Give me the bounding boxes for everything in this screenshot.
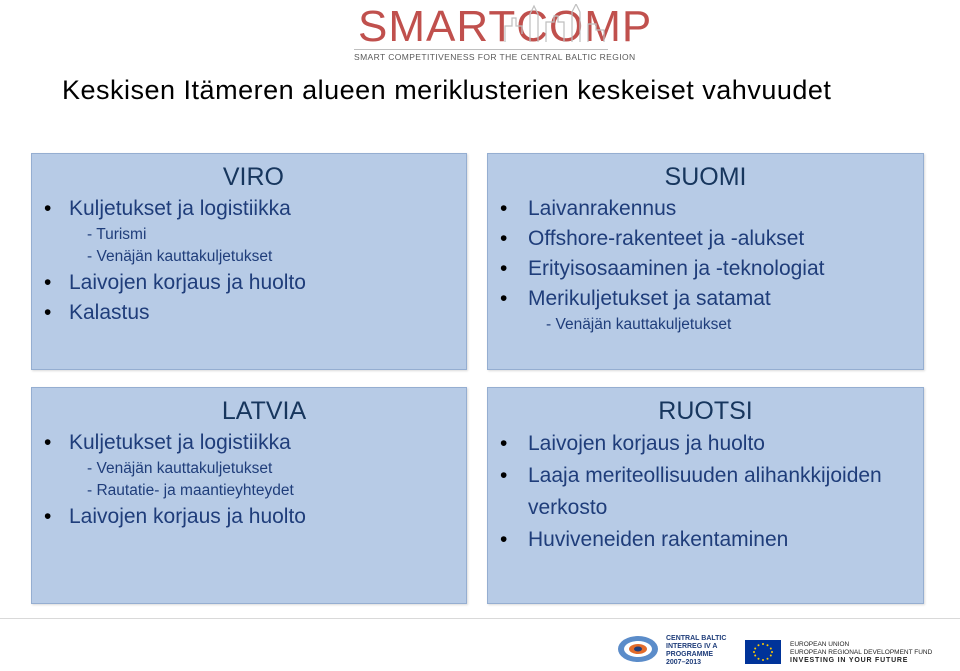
list-item: • Offshore-rakenteet ja -alukset <box>488 224 923 254</box>
eu-line: EUROPEAN REGIONAL DEVELOPMENT FUND <box>790 649 933 656</box>
list-subitem: - Venäjän kauttakuljetukset <box>546 316 732 333</box>
logo-text: SMARTCOMP <box>358 2 653 51</box>
central-baltic-logo-icon <box>616 630 666 668</box>
smartcomp-logo <box>350 2 653 64</box>
central-baltic-text <box>666 635 736 667</box>
box-ruotsi <box>487 387 924 604</box>
list-item: • Kalastus <box>32 298 466 328</box>
list-item: • Laivojen korjaus ja huolto <box>488 428 923 460</box>
cb-line: INTERREG IV A <box>666 643 718 650</box>
footer-divider <box>0 618 960 619</box>
list-subitem: - Venäjän kauttakuljetukset <box>87 248 273 265</box>
list-item: • Kuljetukset ja logistiikka <box>32 194 466 224</box>
page-title: Keskisen Itämeren alueen meriklusterien keskeiset vahvuudet <box>62 75 832 105</box>
box-list <box>488 194 923 336</box>
box-heading: LATVIA <box>221 397 307 425</box>
box-list <box>488 428 923 556</box>
box-latvia <box>31 387 467 604</box>
list-item: • Kuljetukset ja logistiikka <box>32 428 466 458</box>
eu-line: EUROPEAN UNION <box>790 641 850 648</box>
box-heading: RUOTSI <box>658 397 753 425</box>
list-item: • Huviveneiden rakentaminen <box>488 524 923 556</box>
logo-tagline: SMART COMPETITIVENESS FOR THE CENTRAL BALTIC REGION <box>354 49 608 62</box>
list-subitem: - Rautatie- ja maantieyhteydet <box>87 482 294 499</box>
box-list <box>32 194 466 328</box>
box-suomi <box>487 153 924 370</box>
list-item: • Laivanrakennus <box>488 194 923 224</box>
box-list <box>32 428 466 532</box>
eu-text <box>790 641 950 665</box>
cb-line: 2007–2013 <box>666 659 702 666</box>
skyline-icon <box>500 4 610 42</box>
list-subitem: - Turismi <box>87 226 147 243</box>
box-viro <box>31 153 467 370</box>
list-item: • Laivojen korjaus ja huolto <box>32 502 466 532</box>
cb-line: CENTRAL BALTIC <box>666 635 727 642</box>
box-heading: SUOMI <box>664 163 747 191</box>
eu-invest: INVESTING IN YOUR FUTURE <box>790 657 909 664</box>
list-item: • Merikuljetukset ja satamat <box>488 284 923 314</box>
list-item: • Laivojen korjaus ja huolto <box>32 268 466 298</box>
box-heading: VIRO <box>222 163 284 191</box>
eu-flag-icon <box>745 640 781 664</box>
cb-line: PROGRAMME <box>666 651 714 658</box>
list-item: • Laaja meriteollisuuden alihankkijoiden verkosto <box>488 460 923 524</box>
list-subitem: - Venäjän kauttakuljetukset <box>87 460 273 477</box>
list-item: • Erityisosaaminen ja -teknologiat <box>488 254 923 284</box>
